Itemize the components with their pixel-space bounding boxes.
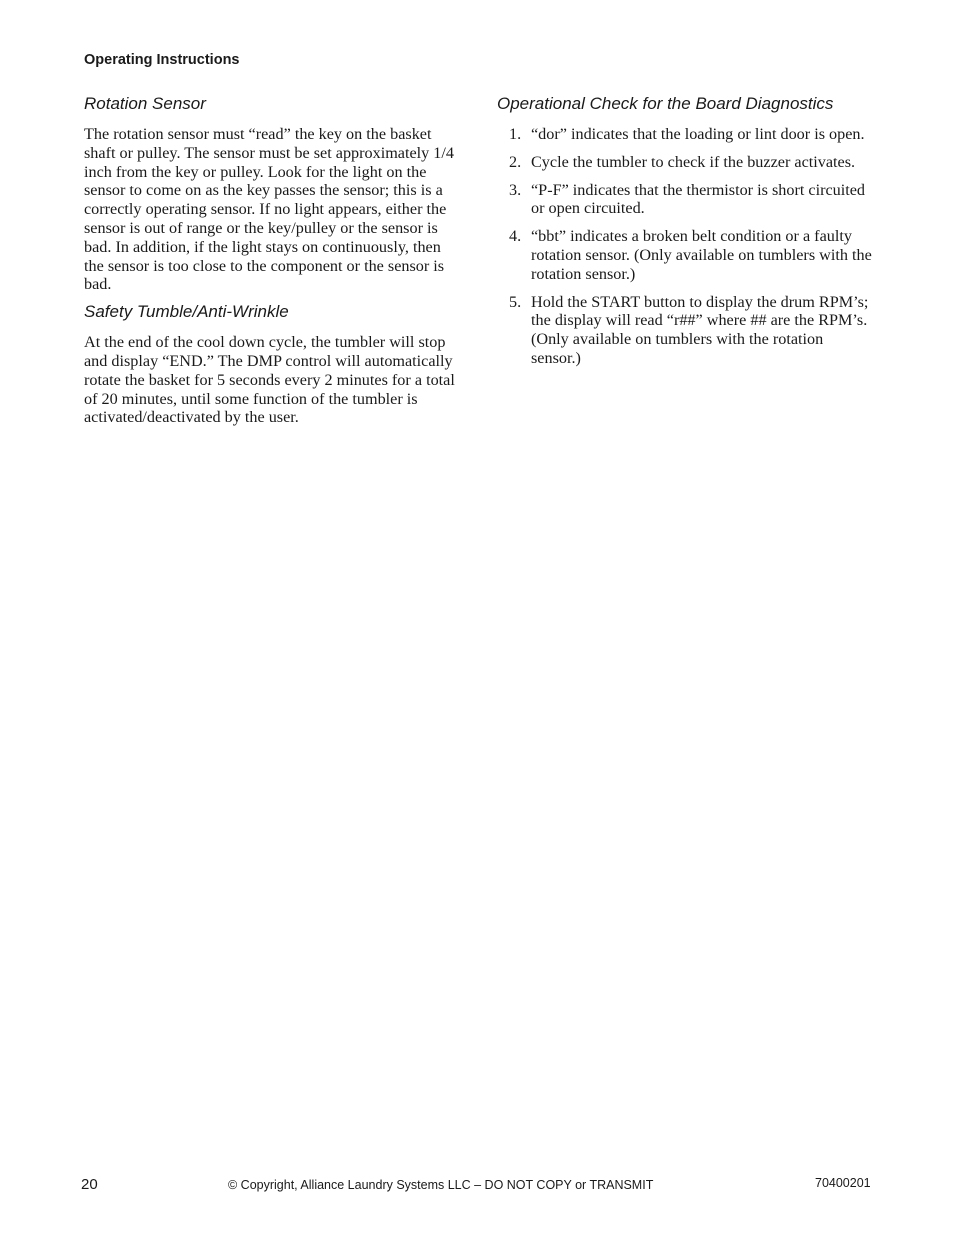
list-item [497,125,877,144]
left-column [84,93,462,427]
diagnostics-steps [497,125,877,368]
right-column [497,93,877,377]
page-number: 20 [81,1176,98,1193]
safety-tumble-body: At the end of the cool down cycle, the tumbler will stop and display “END.” The DMP control will automatically rotate the basket for 5 seconds every 2 minutes for a total of 20 minutes, until some function of the tumbler is activated/deactivated by the user. [84,333,455,427]
section-header: Operating Instructions [84,52,240,68]
list-item [497,293,877,368]
step-number: 1. [509,125,522,143]
step-text: Hold the START button to display the drum RPM’s; the display will read “r##” where ## are the RPM’s. (Only available on tumblers with the rotation sensor.) [531,292,869,367]
step-text: “P-F” indicates that the thermistor is short circuited or open circuited. [531,180,866,218]
step-number: 2. [509,152,522,171]
safety-tumble-heading: Safety Tumble/Anti-Wrinkle [84,302,289,322]
diagnostics-heading: Operational Check for the Board Diagnostics [497,94,834,113]
list-item [497,227,877,283]
step-text: “dor” indicates that the loading or lint door is open. [531,125,865,143]
rotation-sensor-body: The rotation sensor must “read” the key on the basket shaft or pulley. The sensor must be set approximately 1/4 inch from the key or pulley. Look for the light on the sensor to come on as the key passes the sensor; this is a correctly operating sensor. If no light appears, either the sensor is out of range or the key/pulley or the sensor is bad. In addition, if the light stays on continuously, then the sensor is too close to the component or the sensor is bad. [84,125,454,294]
list-item [497,181,877,219]
step-number: 4. [509,227,522,246]
step-text: “bbt” indicates a broken belt condition or a faulty rotation sensor. (Only available on tumblers with the rotation sensor.) [531,227,872,283]
step-text: Cycle the tumbler to check if the buzzer activates. [531,152,856,171]
step-number: 3. [509,180,522,199]
document-number: 70400201 [815,1176,871,1190]
copyright-notice: © Copyright, Alliance Laundry Systems LLC – DO NOT COPY or TRANSMIT [228,1178,654,1192]
list-item [497,153,877,172]
rotation-sensor-heading: Rotation Sensor [84,94,206,113]
step-number: 5. [509,292,522,311]
